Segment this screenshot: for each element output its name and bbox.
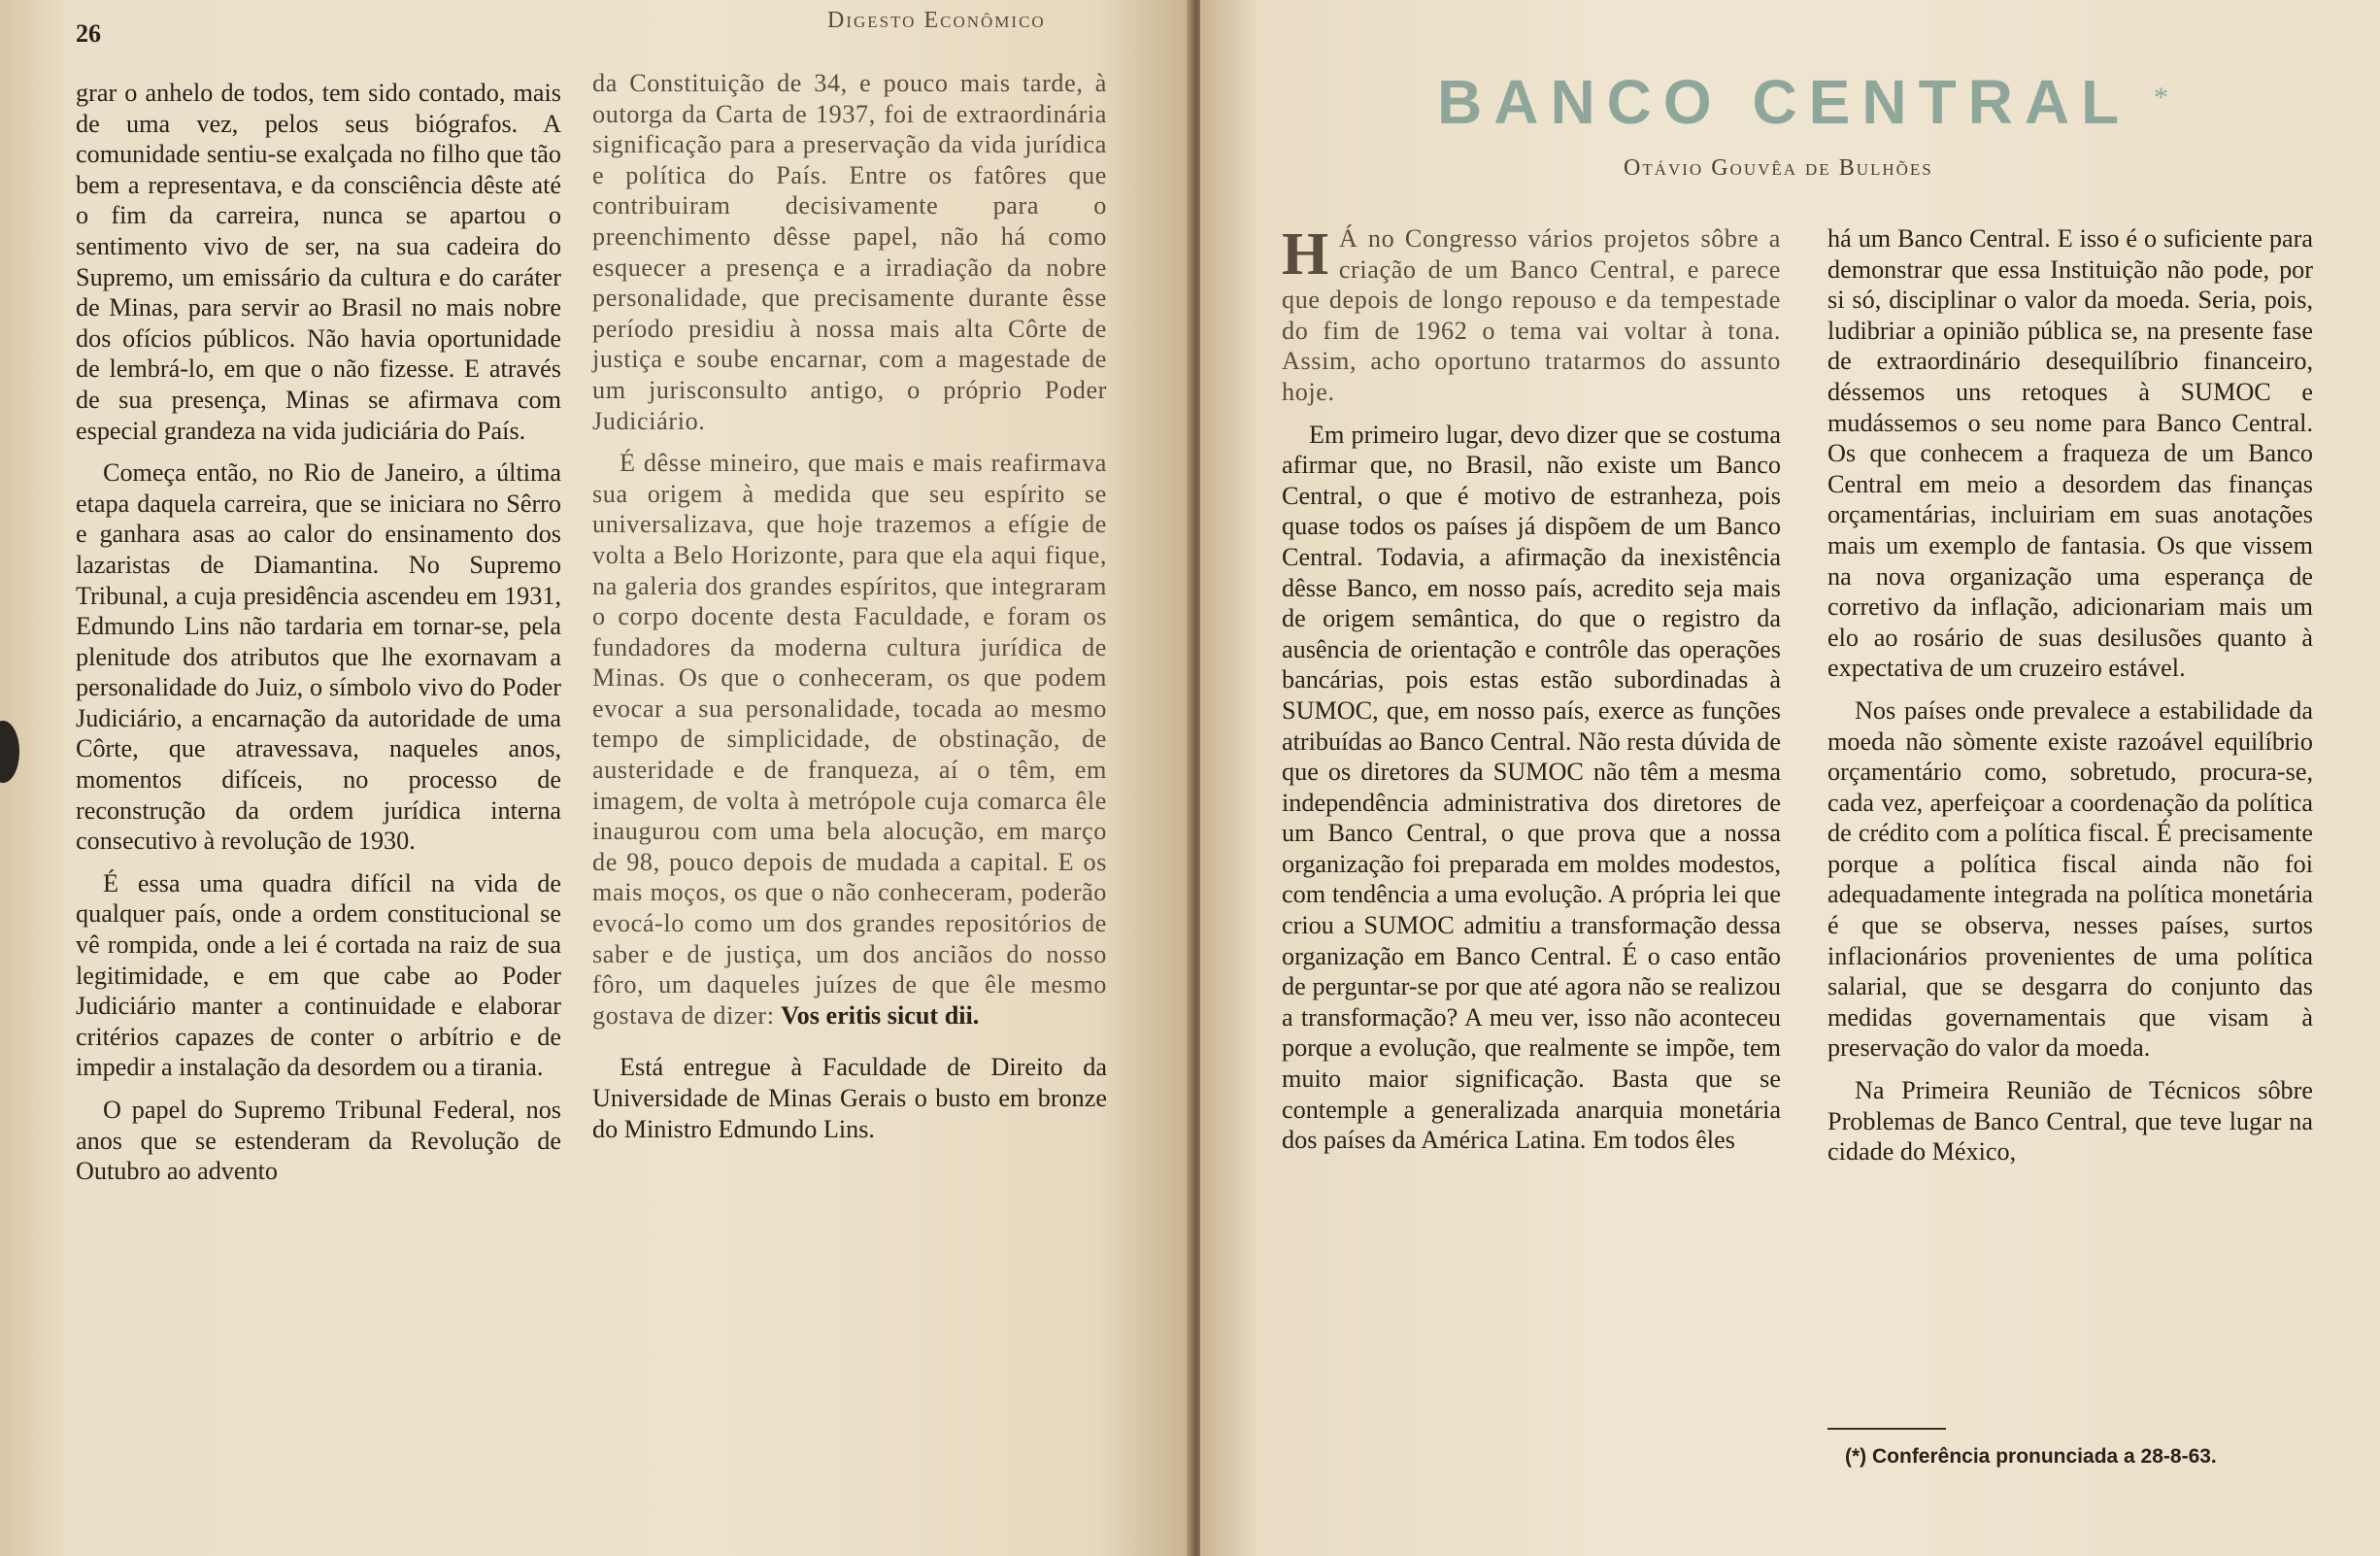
paragraph: da Constituição de 34, e pouco mais tarde, à outorga da Carta de 1937, foi de extraordinária significação para a preservação da vida jurídica e política do País. Entre os fatôres que contribuiram decisivamente para o preenchimento dêsse papel, não há como esquecer a presença e a irradiação da nobre personalidade, que precisamente durante êsse período presidiu à nossa mais alta Côrte de justiça e soube encarnar, com a magestade de um jurisconsulto antigo, o próprio Poder Judiciário. — [592, 69, 1107, 435]
footnote-rule — [1827, 1428, 1946, 1430]
binding-hole — [0, 721, 19, 783]
latin-quote: Vos eritis sicut dii. — [781, 1000, 980, 1030]
right-column-1 — [1282, 223, 1781, 1156]
paragraph: É essa uma quadra difícil na vida de qualquer país, onde a ordem constitucional se vê rompida, onde a lei é cortada na raiz de sua legitimidade, e em que cabe ao Poder Judiciário manter a continuidade e elaborar critérios capazes de conter o arbítrio e de impedir a instalação da desordem ou a tirania. — [76, 868, 561, 1082]
footnote: (*) Conferência pronunciada a 28-8-63. — [1845, 1445, 2217, 1468]
paragraph: grar o anhelo de todos, tem sido contado, mais de uma vez, pelos seus biógrafos. A comunidade sentiu-se exalçada no filho que tão bem a representava, e da consciência dêste até o fim da carreira, nunca se apartou o sentimento vivo de ser, na sua cadeira do Supremo, um emissário da cultura e do caráter de Minas, para servir ao Brasil no mais nobre dos ofícios públicos. Não havia oportunidade de lembrá-lo, em que o não fizesse. E através de sua presença, Minas se afirmava com especial grandeza na vida judiciária do País. — [76, 79, 561, 445]
running-head: Digesto Econômico — [827, 8, 1046, 33]
right-column-2 — [1827, 223, 2313, 1167]
article-author: Otávio Gouvêa de Bulhões — [1624, 155, 1933, 181]
paragraph-text: Á no Congresso vários projetos sôbre a criação de um Banco Central, e parece que depois de longo repouso e da tempestade do fim de 1962 o tema vai voltar à tona. Assim, acho oportuno tratarmos do assunto hoje. — [1282, 224, 1781, 406]
drop-cap: H — [1282, 221, 1329, 288]
paragraph: Em primeiro lugar, devo dizer que se costuma afirmar que, no Brasil, não existe um Banco Central, o que é motivo de estranheza, pois quase todos os países já dispõem de um Banco Central. Todavia, a afirmação da inexistência dêsse Banco, em nosso país, acredito seja mais de origem semântica, do que o registro da ausência de orientação e contrôle das operações bancárias, pois estas estão subordinadas à SUMOC, que, em nosso país, exerce as funções atribuídas ao Banco Central. Não resta dúvida de que os diretores da SUMOC não têm a mesma independência administrativa dos diretores de um Banco Central, o que prova que a nossa organização foi preparada em moldes modestos, com tendência a uma evolução. A própria lei que criou a SUMOC admitiu a transformação dessa organização em Banco Central. É o caso então de perguntar-se por que até agora não se realizou a transformação? A meu ver, isso não aconteceu porque a evolução, que realmente se impõe, tem muito maior significação. Basta que se contemple a generalizada anarquia monetária dos países da América Latina. Em todos êles — [1282, 420, 1781, 1155]
left-column-2 — [592, 68, 1107, 1144]
paragraph: há um Banco Central. E isso é o suficiente para demonstrar que essa Instituição não pode, por si só, disciplinar o valor da moeda. Seria, pois, ludibriar a opinião pública se, na presente fase de extraordinário desequilíbrio financeiro, déssemos uns retoques à SUMOC e mudássemos o seu nome para Banco Central. Os que conhecem a fraqueza de um Banco Central em meio a desordem das finanças orçamentárias, incluiriam em suas anotações mais um exemplo de fantasia. Os que vissem na nova organização uma esperança de corretivo da inflação, adicionariam mais um elo ao rosário de suas desilusões quanto à expectativa de um cruzeiro estável. — [1827, 224, 2313, 683]
page-number: 26 — [76, 19, 101, 48]
paragraph-text: É dêsse mineiro, que mais e mais reafirmava sua origem à medida que seu espírito se universalizava, que hoje trazemos a efígie de volta a Belo Horizonte, para que ela aqui fique, na galeria dos grandes espíritos, que integraram o corpo docente desta Faculdade, e foram os fundadores da moderna cultura jurídica de Minas. Os que o conheceram, os que podem evocar a sua personalidade, tocada ao mesmo tempo de simplicidade, de obstinação, de austeridade e de franqueza, aí o têm, em imagem, de volta à metrópole cuja comarca êle inaugurou com uma bela alocução, em março de 98, pouco depois de mudada a capital. E os mais moços, os que o não conheceram, poderão evocá-lo como um dos grandes repositórios de saber e de justiça, um dos anciãos do nosso fôro, um daqueles juízes de que êle mesmo gostava de dizer: — [592, 449, 1107, 1030]
paragraph: Começa então, no Rio de Janeiro, a última etapa daquela carreira, que se iniciara no Sêrro e ganhara asas ao calor do ensinamento dos lazaristas de Diamantina. No Supremo Tribunal, a cuja presidência ascendeu em 1931, Edmundo Lins não tardaria em tornar-se, pela plenitude dos atributos que lhe exornavam a personalidade do Juiz, o símbolo vivo do Poder Judiciário, a encarnação da autoridade de uma Côrte, que atravessava, naqueles anos, momentos difíceis, no processo de reconstrução da ordem jurídica interna consecutivo à revolução de 1930. — [76, 458, 561, 856]
opening-paragraph — [1282, 223, 1781, 408]
right-page — [1200, 0, 2380, 1556]
paragraph: Nos países onde prevalece a estabilidade da moeda não sòmente existe razoável equilíbrio orçamentário como, sobretudo, procura-se, cada vez, aperfeiçoar a coordenação da política de crédito com a política fiscal. É precisamente porque a política fiscal ainda não foi adequadamente integrada na política monetária é que se observa, nesses países, surtos inflacionários provenientes de uma política salarial, que se desgarra do conjunto das medidas governamentais que visam à preservação do valor da moeda. — [1827, 695, 2313, 1063]
paragraph: Está entregue à Faculdade de Direito da Universidade de Minas Gerais o busto em bronze do Ministro Edmundo Lins. — [592, 1053, 1107, 1143]
article-title: BANCO CENTRAL — [1437, 67, 2131, 137]
paragraph-with-quote — [592, 448, 1107, 1031]
left-column-1 — [76, 78, 561, 1187]
paragraph: Na Primeira Reunião de Técnicos sôbre Problemas de Banco Central, que teve lugar na cidade do México, — [1827, 1076, 2313, 1167]
paragraph: O papel do Supremo Tribunal Federal, nos anos que se estenderam da Revolução de Outubro ao advento — [76, 1096, 561, 1186]
footnote-marker: * — [2154, 82, 2168, 114]
